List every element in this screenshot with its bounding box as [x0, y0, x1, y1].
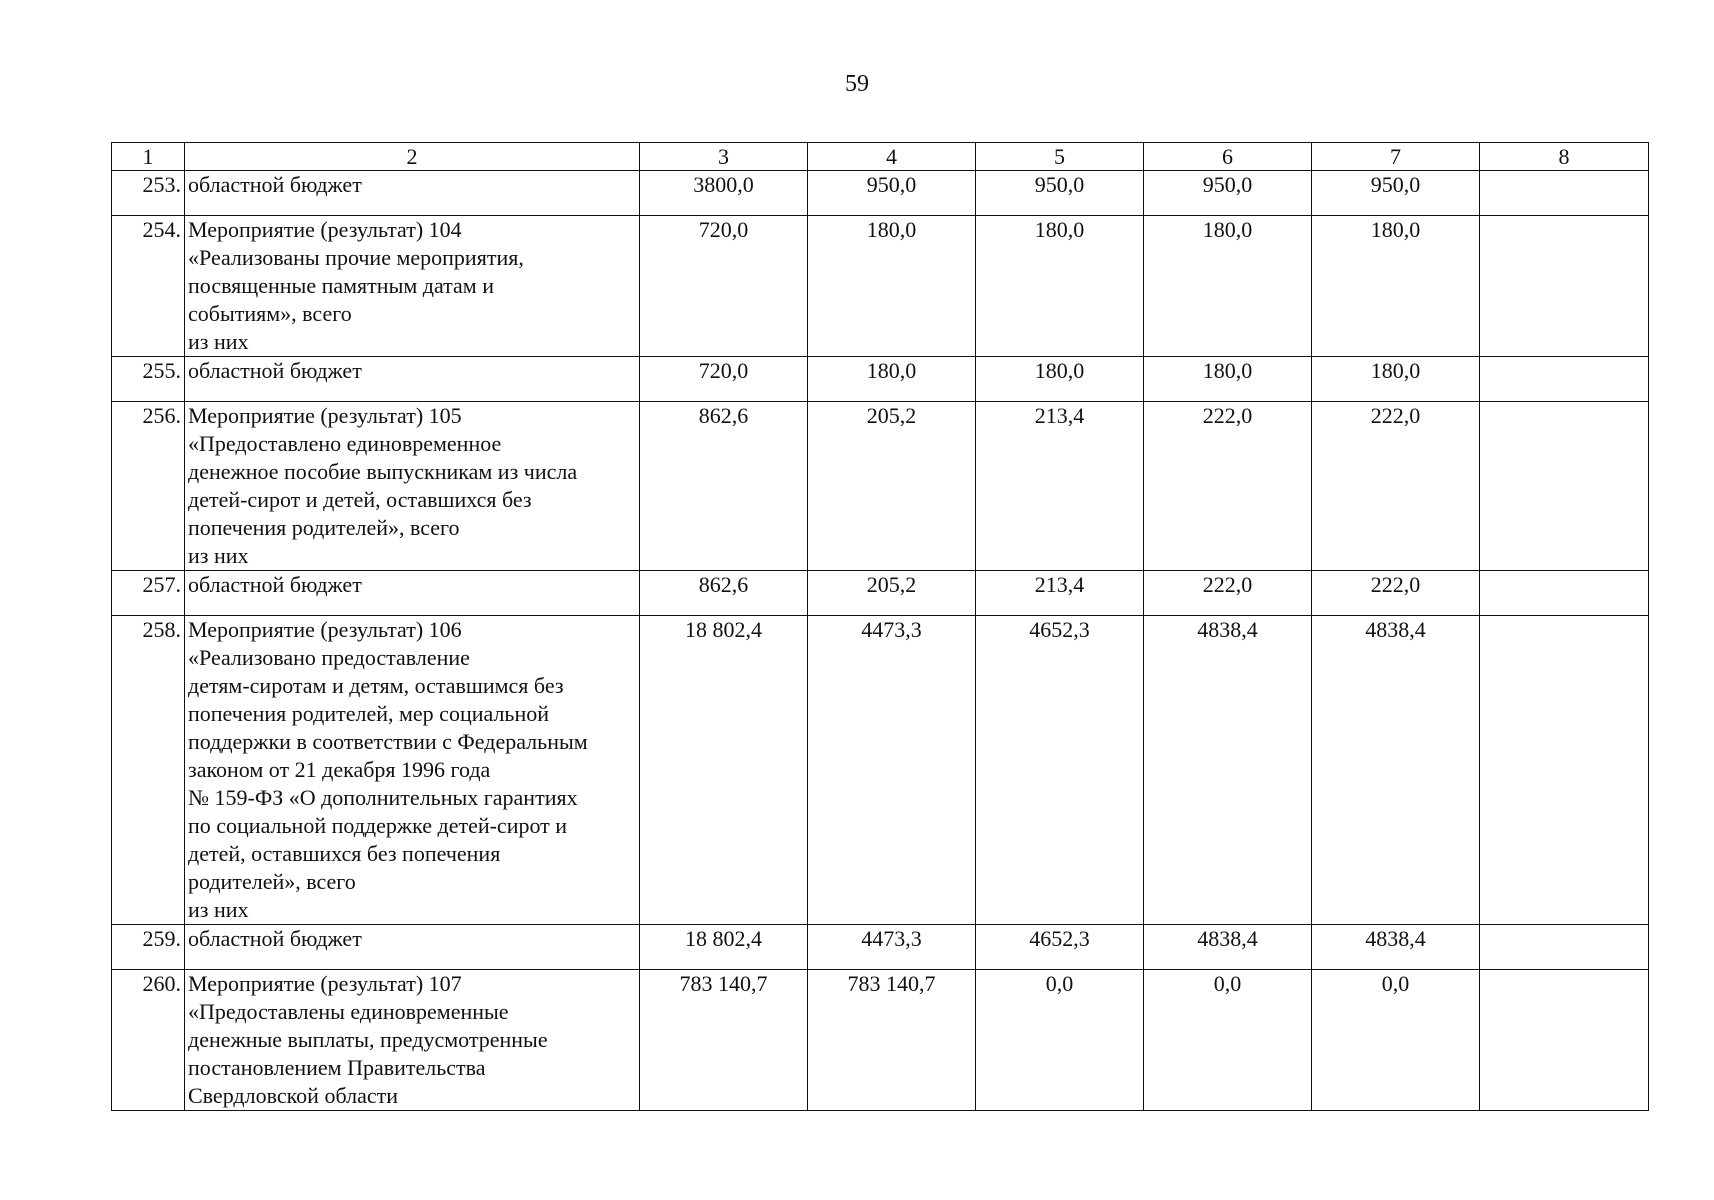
cell-value: 222,0 [1312, 402, 1480, 571]
row-number: 255. [112, 357, 185, 402]
cell-value: 4652,3 [976, 925, 1144, 970]
row-name: областной бюджет [185, 571, 640, 616]
cell-value: 950,0 [1312, 171, 1480, 216]
column-header: 4 [808, 143, 976, 171]
column-header: 2 [185, 143, 640, 171]
cell-value [1480, 216, 1649, 357]
row-number: 253. [112, 171, 185, 216]
cell-value: 0,0 [1312, 970, 1480, 1111]
cell-value [1480, 171, 1649, 216]
cell-value: 213,4 [976, 402, 1144, 571]
column-header: 8 [1480, 143, 1649, 171]
cell-value [1480, 970, 1649, 1111]
column-header: 3 [640, 143, 808, 171]
cell-value: 3800,0 [640, 171, 808, 216]
cell-value: 4652,3 [976, 616, 1144, 925]
table-row [112, 571, 1649, 616]
cell-value: 180,0 [808, 216, 976, 357]
column-header: 6 [1144, 143, 1312, 171]
cell-value: 180,0 [976, 216, 1144, 357]
cell-value: 783 140,7 [640, 970, 808, 1111]
table-row [112, 171, 1649, 216]
cell-value: 222,0 [1144, 402, 1312, 571]
cell-value: 950,0 [1144, 171, 1312, 216]
column-header: 7 [1312, 143, 1480, 171]
cell-value: 222,0 [1312, 571, 1480, 616]
cell-value: 4473,3 [808, 616, 976, 925]
row-number: 256. [112, 402, 185, 571]
cell-value [1480, 571, 1649, 616]
row-number: 259. [112, 925, 185, 970]
budget-table [111, 142, 1649, 1111]
cell-value: 4838,4 [1312, 925, 1480, 970]
row-number: 260. [112, 970, 185, 1111]
table-row [112, 402, 1649, 571]
cell-value: 4838,4 [1144, 616, 1312, 925]
cell-value: 180,0 [1312, 216, 1480, 357]
cell-value: 720,0 [640, 357, 808, 402]
row-name: Мероприятие (результат) 105 «Предоставлено единовременное денежное пособие выпускникам из числа детей-сирот и детей, оставшихся без попечения родителей», всего из них [185, 402, 640, 571]
cell-value: 180,0 [1312, 357, 1480, 402]
row-number: 258. [112, 616, 185, 925]
cell-value: 222,0 [1144, 571, 1312, 616]
cell-value: 4838,4 [1312, 616, 1480, 925]
page-number: 59 [845, 71, 869, 97]
cell-value: 180,0 [1144, 357, 1312, 402]
cell-value: 180,0 [1144, 216, 1312, 357]
table-row [112, 970, 1649, 1111]
cell-value: 213,4 [976, 571, 1144, 616]
cell-value: 4838,4 [1144, 925, 1312, 970]
cell-value: 950,0 [808, 171, 976, 216]
cell-value: 205,2 [808, 402, 976, 571]
row-number: 254. [112, 216, 185, 357]
cell-value: 180,0 [808, 357, 976, 402]
cell-value: 783 140,7 [808, 970, 976, 1111]
cell-value: 0,0 [1144, 970, 1312, 1111]
cell-value: 720,0 [640, 216, 808, 357]
table-row [112, 616, 1649, 925]
row-name: областной бюджет [185, 171, 640, 216]
cell-value: 862,6 [640, 402, 808, 571]
cell-value: 0,0 [976, 970, 1144, 1111]
row-name: Мероприятие (результат) 107 «Предоставлены единовременные денежные выплаты, предусмотренные постановлением Правительства Свердловской области [185, 970, 640, 1111]
row-name: Мероприятие (результат) 104 «Реализованы прочие мероприятия, посвященные памятным датам и событиям», всего из них [185, 216, 640, 357]
row-name: областной бюджет [185, 357, 640, 402]
cell-value: 18 802,4 [640, 925, 808, 970]
table-row [112, 216, 1649, 357]
column-number-header-row [112, 143, 1649, 171]
cell-value: 862,6 [640, 571, 808, 616]
column-header: 1 [112, 143, 185, 171]
table-row [112, 357, 1649, 402]
cell-value: 180,0 [976, 357, 1144, 402]
cell-value [1480, 402, 1649, 571]
row-name: Мероприятие (результат) 106 «Реализовано предоставление детям-сиротам и детям, оставшимся без попечения родителей, мер социальной поддержки в соответствии с Федеральным законом от 21 декабря 1996 года № 159-ФЗ «О дополнительных гарантиях по социальной поддержке детей-сирот и детей, оставшихся без попечения родителей», всего из них [185, 616, 640, 925]
column-header: 5 [976, 143, 1144, 171]
cell-value [1480, 925, 1649, 970]
cell-value: 205,2 [808, 571, 976, 616]
cell-value: 4473,3 [808, 925, 976, 970]
cell-value: 950,0 [976, 171, 1144, 216]
cell-value: 18 802,4 [640, 616, 808, 925]
row-name: областной бюджет [185, 925, 640, 970]
table-row [112, 925, 1649, 970]
row-number: 257. [112, 571, 185, 616]
cell-value [1480, 357, 1649, 402]
cell-value [1480, 616, 1649, 925]
